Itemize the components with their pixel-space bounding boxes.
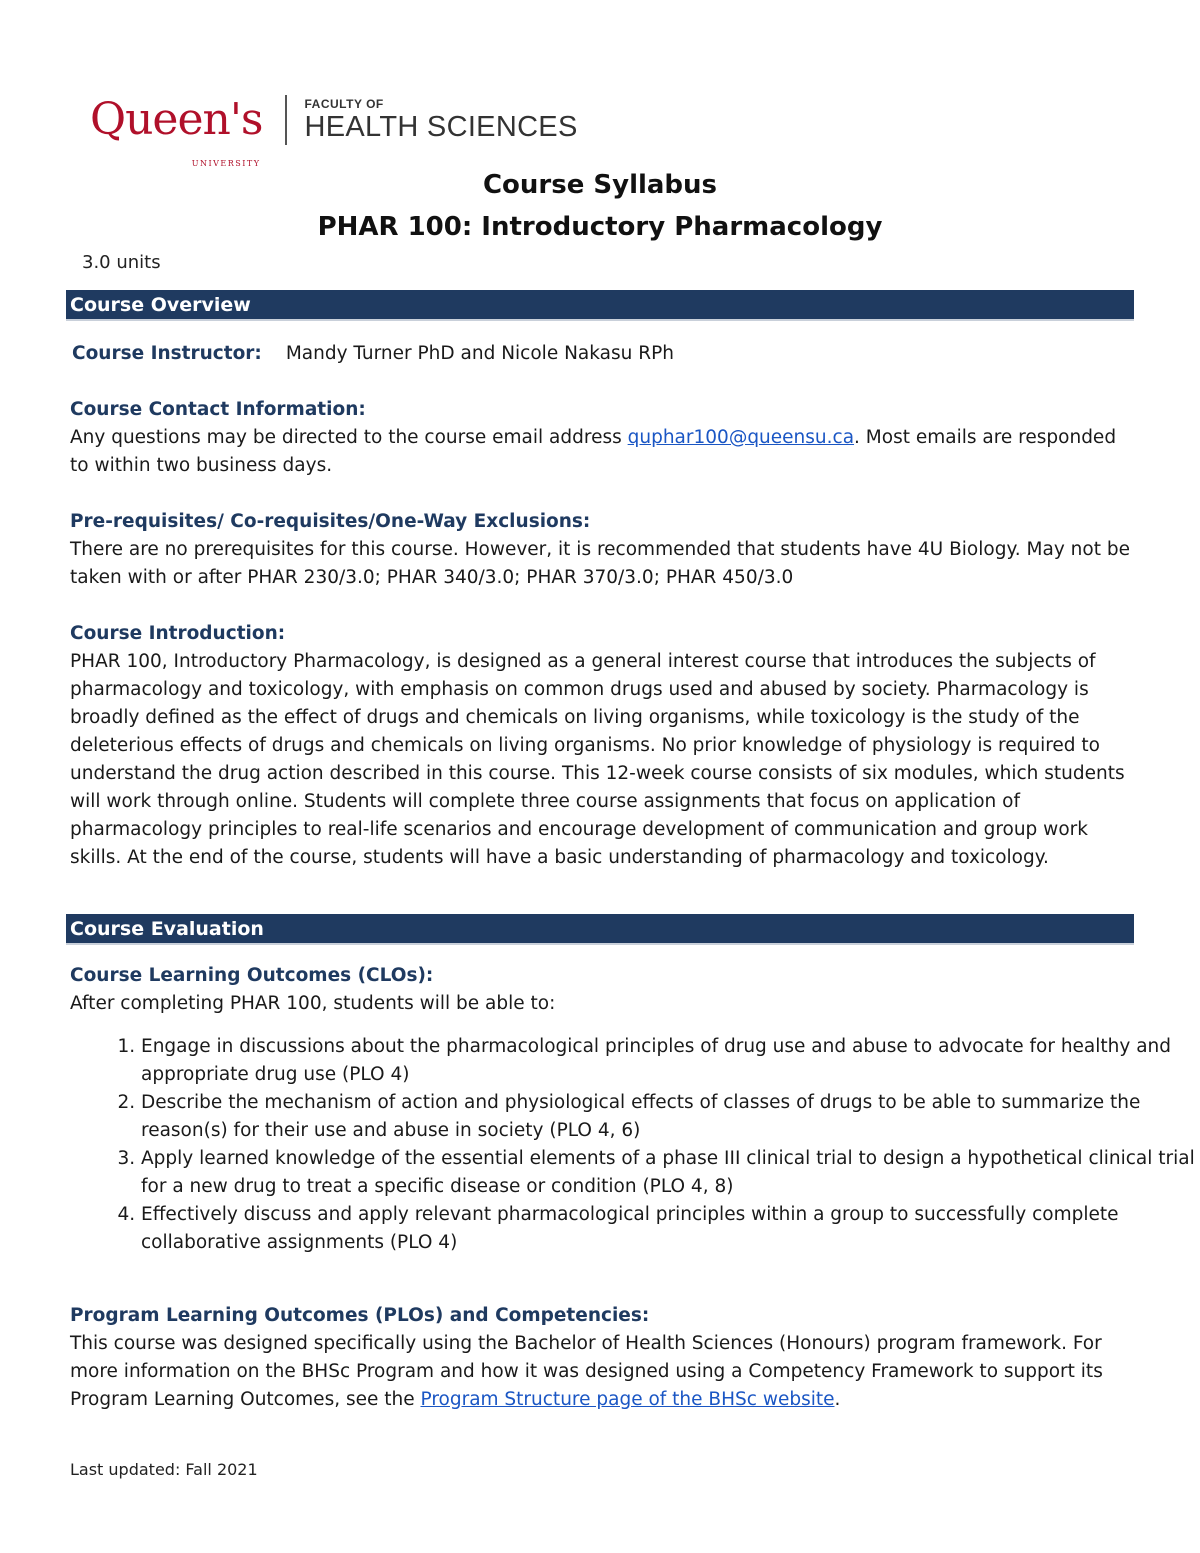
list-item: 3. Apply learned knowledge of the essential elements of a phase III clinical trial to design a hypothetical clinical trial for a new drug to treat a specific disease or condition (PLO 4, 8): [141, 1145, 1200, 1201]
section-course-evaluation: Course Evaluation: [66, 914, 1134, 945]
faculty-name: [305, 97, 578, 143]
prereq-section: [70, 508, 1135, 592]
clo-list: [70, 1033, 1200, 1257]
prereq-heading: Pre-requisites/ Co-requisites/One-Way Exclusions:: [70, 511, 591, 532]
contact-text: [70, 424, 1135, 480]
plo-heading: Program Learning Outcomes (PLOs) and Competencies:: [70, 1305, 650, 1326]
health-sciences-text: HEALTH SCIENCES: [304, 111, 578, 143]
plo-text-after: .: [834, 1389, 841, 1410]
plo-section: [70, 1302, 1135, 1414]
section-course-overview: Course Overview: [66, 290, 1134, 321]
document-title: Course Syllabus: [482, 170, 718, 200]
contact-section: [70, 396, 1135, 480]
list-item: 1. Engage in discussions about the pharmacological principles of drug use and abuse to advocate for healthy and appropriate drug use (PLO 4): [141, 1033, 1200, 1089]
logo-university-text: UNIVERSITY: [191, 159, 261, 168]
logo-wordmark-text: Queen's: [90, 94, 263, 145]
instructor-label: Course Instructor:: [72, 343, 262, 364]
course-units: 3.0 units: [82, 252, 161, 273]
queens-logo: [90, 90, 578, 168]
last-updated: Last updated: Fall 2021: [70, 1460, 258, 1479]
intro-section: [70, 620, 1135, 872]
contact-text-after: . Most emails are responded to within two business days.: [70, 427, 1117, 476]
list-item: 2. Describe the mechanism of action and physiological effects of classes of drugs to be able to summarize the reason(s) for their use and abuse in society (PLO 4, 6): [141, 1089, 1200, 1145]
contact-heading: Course Contact Information:: [70, 399, 366, 420]
plo-text-before: This course was designed specifically using the Bachelor of Health Sciences (Honours) program framework. For more information on the BHSc Program and how it was designed using a Competency Framework to support its Program Learning Outcomes, see the: [70, 1333, 1103, 1410]
plo-text: [70, 1330, 1135, 1414]
prereq-text: There are no prerequisites for this course. However, it is recommended that students have 4U Biology. May not be taken with or after PHAR 230/3.0; PHAR 340/3.0; PHAR 370/3.0; PHAR 450/3.0: [70, 539, 1130, 588]
instructor-value: Mandy Turner PhD and Nicole Nakasu RPh: [285, 343, 674, 364]
logo-wordmark: [90, 94, 263, 168]
logo-divider: [285, 95, 287, 145]
course-title: PHAR 100: Introductory Pharmacology: [317, 212, 883, 242]
program-structure-link[interactable]: Program Structure page of the BHSc website: [420, 1389, 835, 1410]
list-item: 4. Effectively discuss and apply relevant pharmacological principles within a group to successfully complete collaborative assignments (PLO 4): [141, 1201, 1200, 1257]
faculty-of-text: FACULTY OF: [304, 97, 384, 111]
clo-heading: Course Learning Outcomes (CLOs):: [70, 965, 434, 986]
clo-section: [70, 962, 1135, 1018]
clo-lead: After completing PHAR 100, students will be able to:: [70, 993, 556, 1014]
intro-text: PHAR 100, Introductory Pharmacology, is designed as a general interest course that introduces the subjects of pharmacology and toxicology, with emphasis on common drugs used and abused by society. Pharmacology is broadly defined as the effect of drugs and chemicals on living organisms, while toxicology is the study of the deleterious effects of drugs and chemicals on living organisms. No prior knowledge of physiology is required to understand the drug action described in this course. This 12-week course consists of six modules, which students will work through online. Students will complete three course assignments that focus on application of pharmacology principles to real-life scenarios and encourage development of communication and group work skills. At the end of the course, students will have a basic understanding of pharmacology and toxicology.: [70, 651, 1125, 868]
course-email-link[interactable]: quphar100@queensu.ca: [627, 427, 855, 448]
contact-text-before: Any questions may be directed to the course email address: [70, 427, 628, 448]
intro-heading: Course Introduction:: [70, 623, 286, 644]
instructor-row: [72, 340, 1137, 368]
